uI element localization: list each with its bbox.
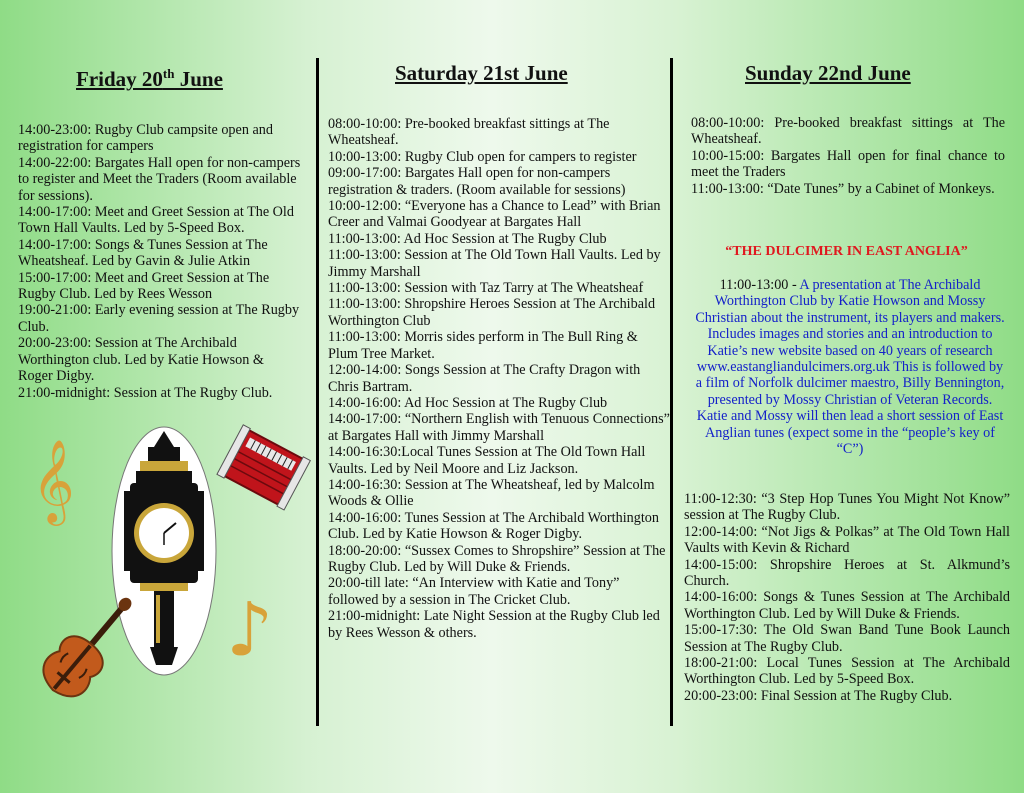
- dulcimer-description: [693, 277, 1007, 457]
- friday-heading: Friday 20th June: [76, 66, 223, 91]
- sunday-schedule-afternoon: [684, 491, 1010, 704]
- schedule-entry: 18:00-21:00: Local Tunes Session at The Archibald Worthington Club. Led by 5-Speed Box.: [684, 655, 1010, 688]
- schedule-entry: 11:00-13:00: Session with Taz Tarry at The Wheatsheaf: [328, 280, 644, 297]
- music-note-icon: ♪: [226, 587, 274, 673]
- schedule-entry: 14:00-16:00: Songs & Tunes Session at The Archibald Worthington Club. Led by Will Duke & Friends.: [684, 589, 1010, 622]
- schedule-entry: 11:00-13:00: Session at The Old Town Hall Vaults. Led by Jimmy Marshall: [328, 247, 661, 280]
- dulcimer-text-2: Katie and Mossy will then lead a short session of East Anglian tunes (expect some in the “people’s key of “C”): [696, 408, 1004, 458]
- dulcimer-time: 11:00-13:00 -: [719, 277, 797, 293]
- divider-right: [670, 58, 673, 726]
- schedule-entry: 14:00-16:00: Ad Hoc Session at The Rugby Club: [328, 394, 608, 411]
- schedule-entry: 10:00-12:00: “Everyone has a Chance to Lead” with Brian Creer and Valmai Goodyear at Bargates Hall: [328, 198, 661, 231]
- schedule-entry: 14:00-16:00: Tunes Session at The Archibald Worthington Club. Led by Katie Howson & Roger Digby.: [328, 509, 659, 543]
- dulcimer-title: “THE DULCIMER IN EAST ANGLIA”: [725, 244, 968, 259]
- divider-left: [316, 58, 319, 726]
- schedule-entry: 08:00-10:00: Pre-booked breakfast sittings at The Wheatsheaf.: [691, 115, 1005, 148]
- schedule-entry: 11:00-13:00: Morris sides perform in The Bull Ring & Plum Tree Market.: [328, 329, 638, 362]
- schedule-entry: 21:00-midnight: Session at The Rugby Club.: [18, 384, 273, 401]
- schedule-entry: 10:00-13:00: Rugby Club open for campers to register: [328, 148, 637, 165]
- schedule-entry: 11:00-12:30: “3 Step Hop Tunes You Might Not Know” session at The Rugby Club.: [684, 491, 1010, 524]
- schedule-entry: 15:00-17:30: The Old Swan Band Tune Book Launch Session at The Rugby Club.: [684, 622, 1010, 655]
- schedule-entry: 14:00-16:30:Local Tunes Session at The Old Town Hall Vaults. Led by Neil Moore and Liz Jackson.: [328, 444, 646, 477]
- dulcimer-text: A presentation at The Archibald Worthington Club by Katie Howson and Mossy Christian about the instrument, its players and makers. Includes images and stories and an introduction to Katie’s new website based on 40 years of research www.eastangliandulcimers.org.uk This is followed by a film of Norfolk dulcimer maestro, Billy Bennington, presented by Mossy Christian of Veteran Records.: [695, 277, 1005, 408]
- schedule-entry: 20:00-23:00: Final Session at The Rugby Club.: [684, 687, 953, 704]
- schedule-entry: 10:00-15:00: Bargates Hall open for final chance to meet the Traders: [691, 147, 1005, 181]
- accordion-illustration: [216, 424, 312, 518]
- schedule-entry: 12:00-14:00: Songs Session at The Crafty Dragon with Chris Bartram.: [328, 362, 641, 395]
- schedule-entry: 14:00-17:00: Songs & Tunes Session at The Wheatsheaf. Led by Gavin & Julie Atkin: [18, 236, 268, 270]
- schedule-entry: 08:00-10:00: Pre-booked breakfast sittings at The Wheatsheaf.: [328, 116, 610, 149]
- schedule-entry: 14:00-17:00: “Northern English with Tenuous Connections” at Bargates Hall with Jimmy Marshall: [328, 411, 670, 444]
- schedule-entry: 14:00-22:00: Bargates Hall open for non-campers to register and Meet the Traders (Room available for sessions).: [18, 154, 301, 204]
- schedule-entry: 09:00-17:00: Bargates Hall open for non-campers registration & traders. (Room available for sessions): [328, 165, 626, 198]
- schedule-entry: 14:00-15:00: Shropshire Heroes at St. Alkmund’s Church.: [684, 556, 1010, 590]
- sunday-schedule-morning: [691, 115, 1005, 197]
- schedule-entry: 12:00-14:00: “Not Jigs & Polkas” at The Old Town Hall Vaults with Kevin & Richard: [684, 523, 1010, 557]
- schedule-entry: 15:00-17:00: Meet and Greet Session at The Rugby Club. Led by Rees Wesson: [18, 269, 270, 303]
- saturday-schedule: [328, 116, 670, 641]
- sunday-heading: Sunday 22nd June: [745, 61, 911, 85]
- schedule-entry: 20:00-23:00: Session at The Archibald Worthington club. Led by Katie Howson & Roger Digby.: [18, 335, 264, 385]
- schedule-entry: 14:00-17:00: Meet and Greet Session at The Old Town Hall Vaults. Led by 5-Speed Box.: [18, 204, 294, 237]
- schedule-entry: 11:00-13:00: “Date Tunes” by a Cabinet of Monkeys.: [691, 180, 995, 197]
- schedule-entry: 19:00-21:00: Early evening session at The Rugby Club.: [18, 302, 300, 335]
- violin-illustration: [22, 596, 138, 720]
- saturday-heading: Saturday 21st June: [395, 61, 568, 85]
- schedule-entry: 14:00-23:00: Rugby Club campsite open and registration for campers: [18, 122, 273, 155]
- schedule-entry: 18:00-20:00: “Sussex Comes to Shropshire” Session at The Rugby Club. Led by Will Duke & Friends.: [328, 542, 666, 575]
- treble-clef-icon: 𝄞: [32, 438, 75, 522]
- schedule-entry: 20:00-till late: “An Interview with Katie and Tony” followed by a session in The Cricket Club.: [328, 575, 620, 608]
- friday-schedule: [18, 122, 302, 401]
- schedule-entry: 11:00-13:00: Ad Hoc Session at The Rugby Club: [328, 230, 607, 247]
- schedule-entry: 21:00-midnight: Late Night Session at the Rugby Club led by Rees Wesson & others.: [328, 608, 660, 641]
- schedule-entry: 14:00-16:30: Session at The Wheatsheaf, led by Malcolm Woods & Ollie: [328, 476, 655, 510]
- schedule-entry: 11:00-13:00: Shropshire Heroes Session at The Archibald Worthington Club: [328, 296, 656, 329]
